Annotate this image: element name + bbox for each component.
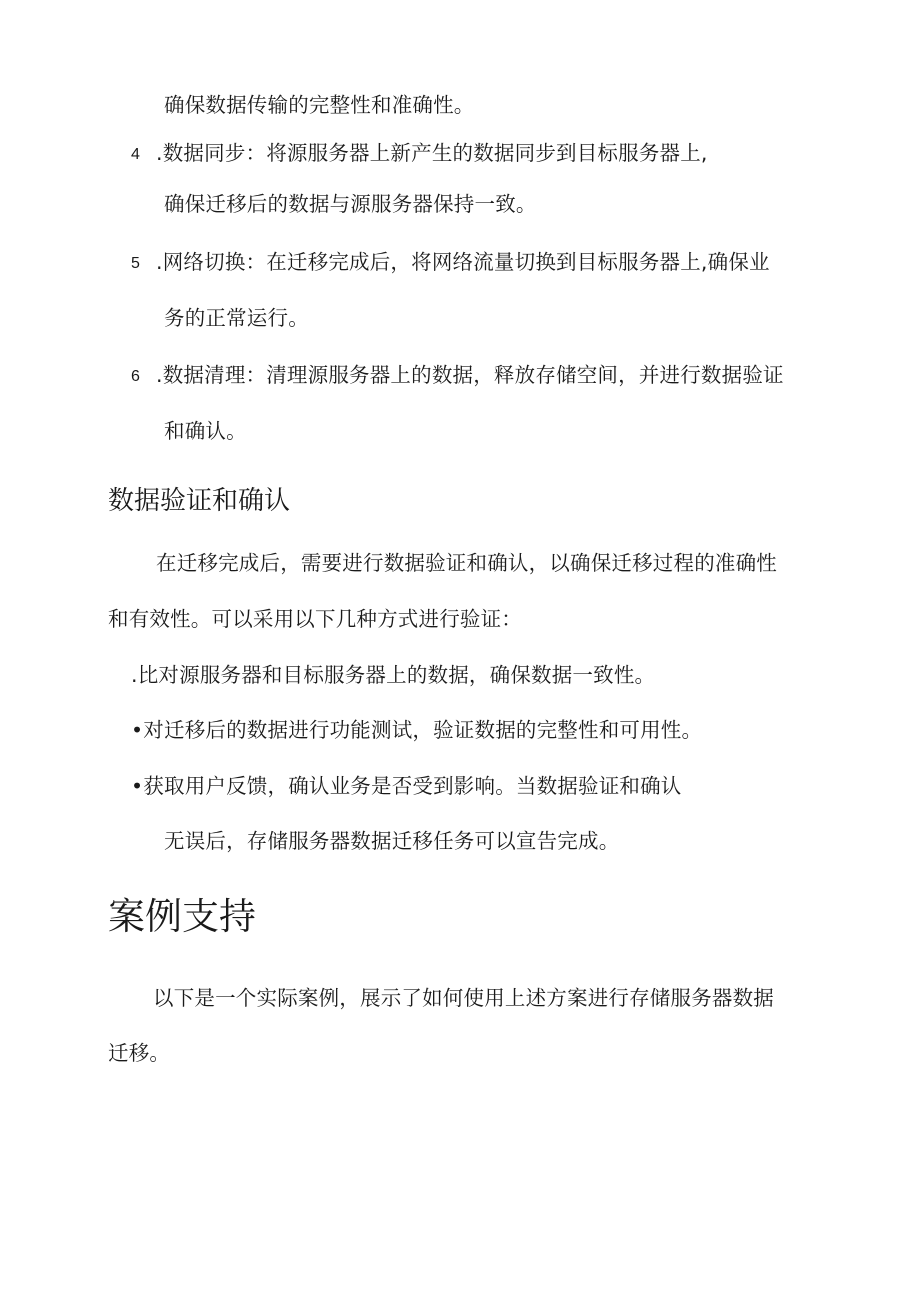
- case-support-intro-line2: 迁移。: [108, 1041, 171, 1065]
- verification-heading: 数据验证和确认: [108, 486, 291, 516]
- verification-closing: 无误后，存储服务器数据迁移任务可以宣告完成。: [164, 829, 620, 853]
- step6-number: 6: [131, 368, 140, 385]
- step5-number: 5: [131, 255, 140, 272]
- step4-line1: .数据同步：将源服务器上新产生的数据同步到目标服务器上,: [156, 141, 708, 165]
- verification-bullet-1: .比对源服务器和目标服务器上的数据，确保数据一致性。: [131, 663, 656, 687]
- case-support-intro-line1: 以下是一个实际案例，展示了如何使用上述方案进行存储服务器数据: [153, 986, 774, 1010]
- case-support-heading: 案例支持: [108, 895, 256, 938]
- step5-line2: 务的正常运行。: [164, 306, 309, 330]
- step3-continuation: 确保数据传输的完整性和准确性。: [164, 93, 475, 117]
- step6-line2: 和确认。: [164, 419, 247, 443]
- verification-intro-line2: 和有效性。可以采用以下几种方式进行验证：: [108, 607, 522, 631]
- verification-bullet-2: •对迁移后的数据进行功能测试，验证数据的完整性和可用性。: [131, 718, 703, 742]
- step6-line1: .数据清理：清理源服务器上的数据，释放存储空间，并进行数据验证: [156, 363, 784, 387]
- verification-intro-line1: 在迁移完成后，需要进行数据验证和确认，以确保迁移过程的准确性: [156, 551, 777, 575]
- verification-bullet-3: •获取用户反馈，确认业务是否受到影响。当数据验证和确认: [131, 774, 682, 798]
- step5-line1: .网络切换：在迁移完成后，将网络流量切换到目标服务器上,确保业: [156, 250, 770, 274]
- step4-number: 4: [131, 146, 140, 163]
- step4-line2: 确保迁移后的数据与源服务器保持一致。: [164, 192, 537, 216]
